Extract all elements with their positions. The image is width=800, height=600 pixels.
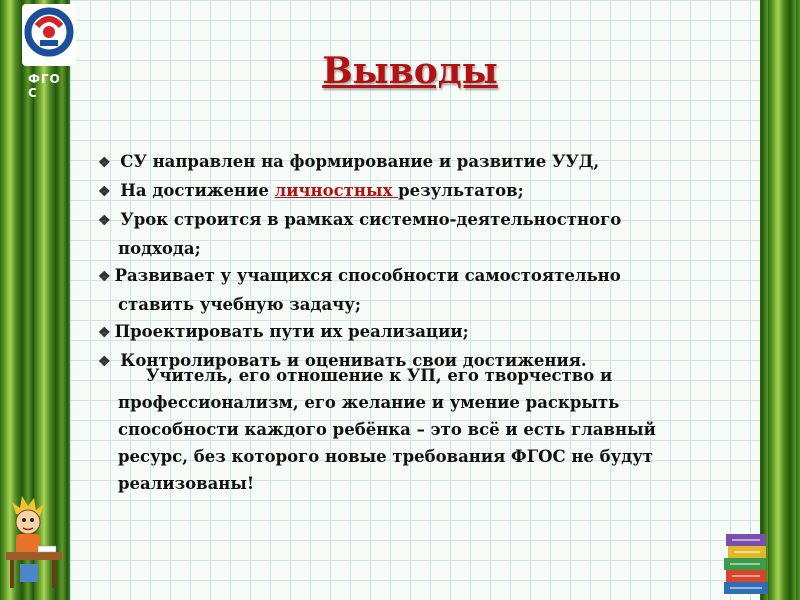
conclusions-list xyxy=(98,148,698,376)
list-item xyxy=(98,148,698,177)
list-item-text: Развивает у учащихся способности самостоятельно ставить учебную задачу; xyxy=(114,266,621,314)
diamond-bullet-icon: ❖ xyxy=(98,354,111,370)
fgos-label: ФГОС xyxy=(28,72,61,100)
list-item xyxy=(98,206,698,262)
book-stack-illustration xyxy=(722,530,770,596)
slide-title: Выводы xyxy=(322,50,498,92)
diamond-bullet-icon: ❖ xyxy=(98,155,111,171)
list-item-text: На достижение xyxy=(114,181,275,200)
diamond-bullet-icon: ❖ xyxy=(98,325,111,341)
list-item xyxy=(98,262,698,318)
diamond-bullet-icon: ❖ xyxy=(98,184,111,200)
list-item-text: Урок строится в рамках системно-деятельностного подхода; xyxy=(114,210,622,258)
fgos-logo-icon xyxy=(22,4,76,66)
list-item-text: Контролировать и оценивать свои достижения. xyxy=(114,351,587,370)
child-at-desk-illustration xyxy=(2,492,66,592)
list-item-text: Проектировать пути их реализации; xyxy=(114,322,469,341)
list-item-text-end: результатов; xyxy=(398,181,524,200)
teacher-note: Учитель, его отношение к УП, его творчество и профессионализм, его желание и умение раскрыть способности каждого ребёнка – это всё и есть главный ресурс, без которого новые требования ФГОС не будут реализованы! xyxy=(118,366,656,493)
list-item-text: СУ направлен на формирование и развитие УУД, xyxy=(114,152,600,171)
diamond-bullet-icon: ❖ xyxy=(98,213,111,229)
list-item xyxy=(98,318,698,347)
highlighted-word: личностных xyxy=(274,181,399,200)
list-item xyxy=(98,177,698,206)
diamond-bullet-icon: ❖ xyxy=(98,269,111,285)
